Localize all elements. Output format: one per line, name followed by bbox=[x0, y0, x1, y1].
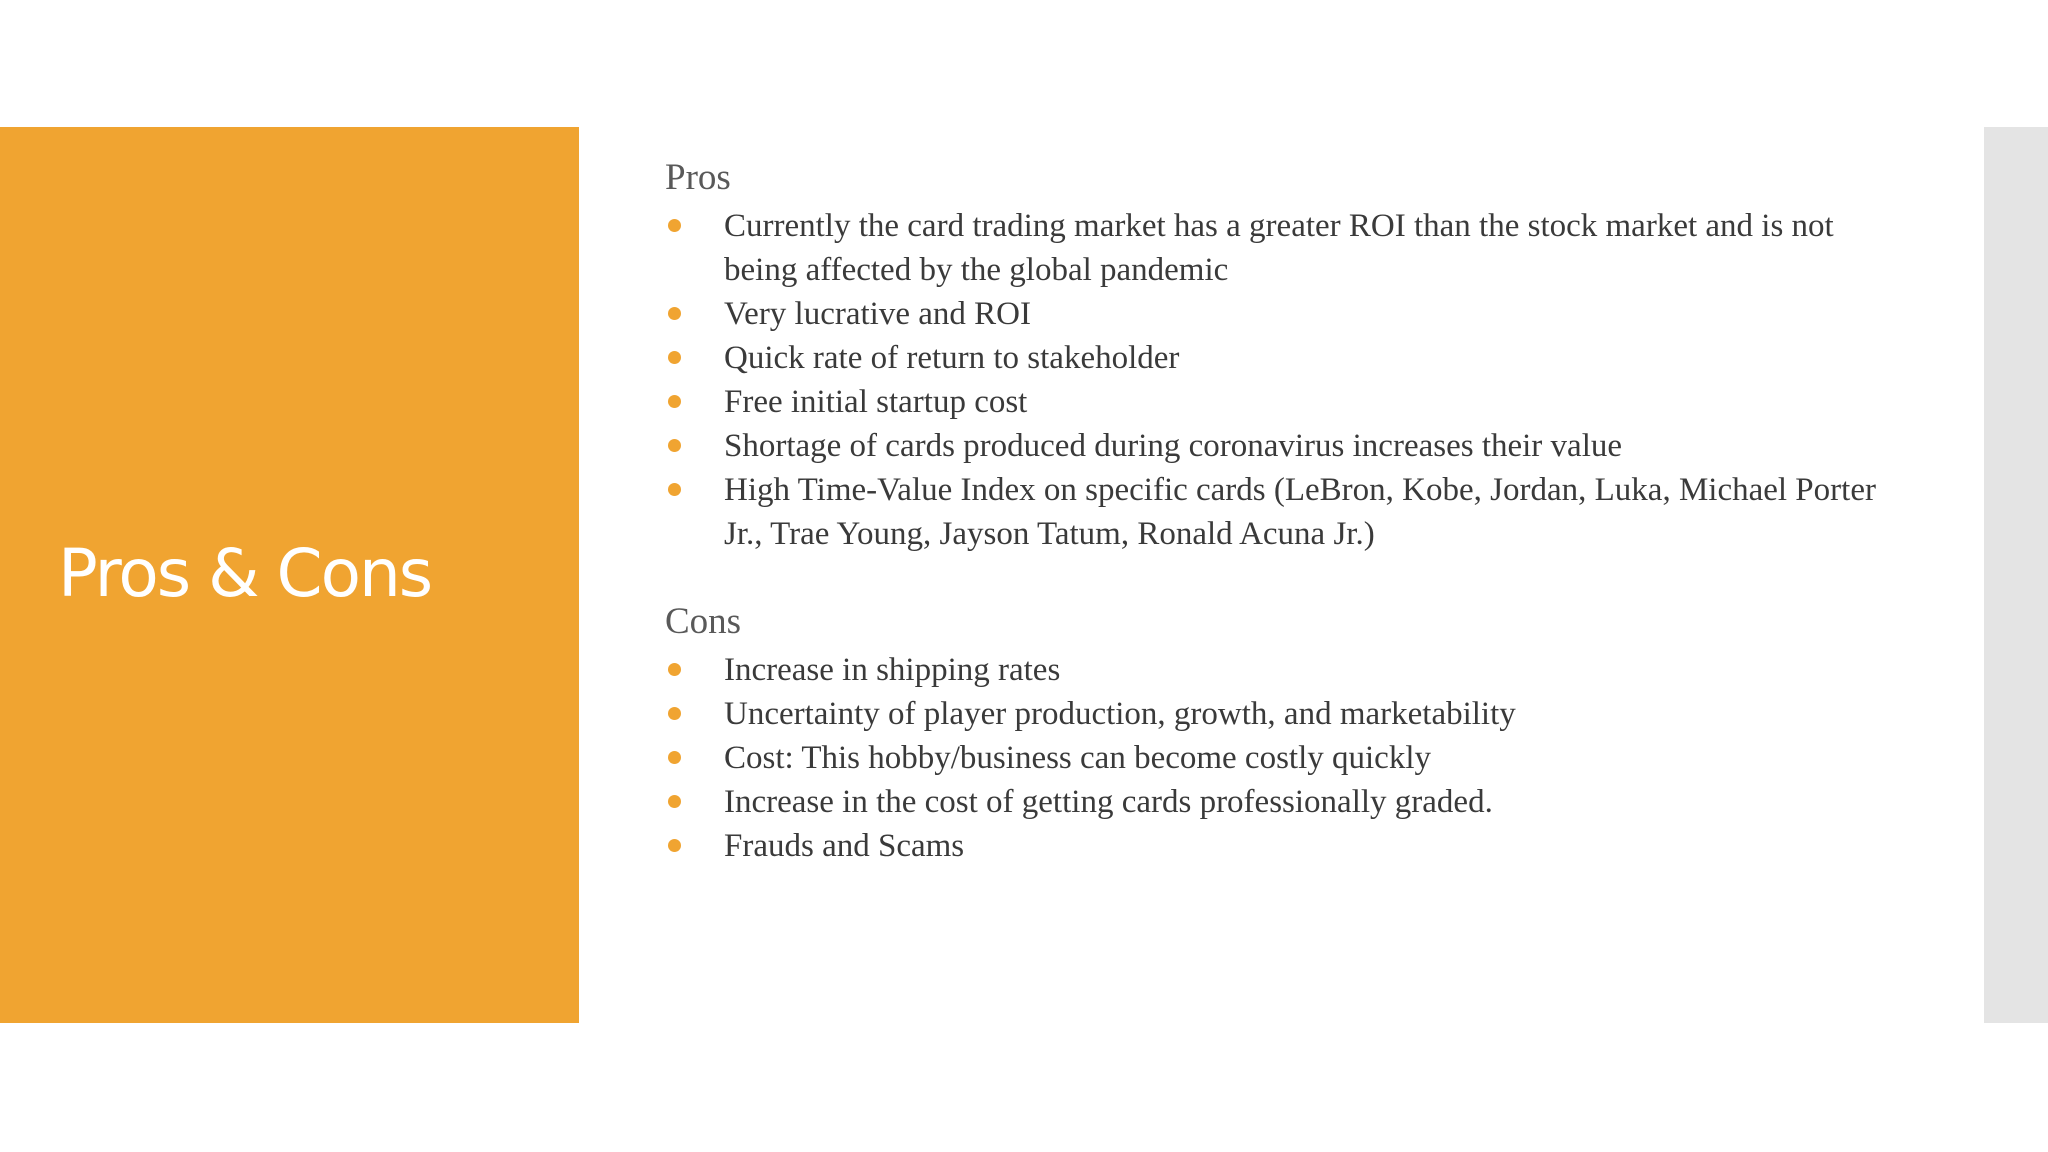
bullet-icon bbox=[668, 795, 681, 808]
cons-item bbox=[665, 824, 1905, 868]
bullet-icon bbox=[668, 751, 681, 764]
bullet-icon bbox=[668, 707, 681, 720]
pros-item-text: Shortage of cards produced during coronavirus increases their value bbox=[724, 428, 1623, 464]
pros-item-text: Free initial startup cost bbox=[724, 384, 1028, 420]
slide-title: Pros & Cons bbox=[58, 535, 432, 612]
cons-item-text: Increase in the cost of getting cards professionally graded. bbox=[724, 784, 1493, 820]
cons-item bbox=[665, 692, 1905, 736]
pros-item-text: Currently the card trading market has a greater ROI than the stock market and is not being affected by the global pandemic bbox=[724, 208, 1834, 288]
pros-item bbox=[665, 380, 1905, 424]
cons-item bbox=[665, 780, 1905, 824]
bullet-icon bbox=[668, 839, 681, 852]
cons-list bbox=[665, 648, 1905, 868]
bullet-icon bbox=[668, 439, 681, 452]
bullet-icon bbox=[668, 483, 681, 496]
cons-item-text: Frauds and Scams bbox=[724, 828, 965, 864]
bullet-icon bbox=[668, 307, 681, 320]
pros-item bbox=[665, 204, 1905, 292]
pros-item-text: High Time-Value Index on specific cards (LeBron, Kobe, Jordan, Luka, Michael Porter Jr., Trae Young, Jayson Tatum, Ronald Acuna Jr.) bbox=[724, 472, 1876, 552]
cons-item bbox=[665, 736, 1905, 780]
pros-item bbox=[665, 424, 1905, 468]
cons-item-text: Uncertainty of player production, growth, and marketability bbox=[724, 696, 1516, 732]
side-bar bbox=[1984, 127, 2048, 1023]
cons-heading: Cons bbox=[665, 601, 742, 642]
cons-item-text: Cost: This hobby/business can become costly quickly bbox=[724, 740, 1431, 776]
bullet-icon bbox=[668, 663, 681, 676]
pros-item bbox=[665, 336, 1905, 380]
pros-item bbox=[665, 468, 1905, 556]
bullet-icon bbox=[668, 351, 681, 364]
bullet-icon bbox=[668, 395, 681, 408]
content-area bbox=[665, 152, 1905, 868]
pros-item-text: Quick rate of return to stakeholder bbox=[724, 340, 1180, 376]
pros-item-text: Very lucrative and ROI bbox=[724, 296, 1031, 332]
cons-item bbox=[665, 648, 1905, 692]
pros-item bbox=[665, 292, 1905, 336]
bullet-icon bbox=[668, 219, 681, 232]
pros-heading: Pros bbox=[665, 157, 731, 198]
cons-item-text: Increase in shipping rates bbox=[724, 652, 1061, 688]
pros-list bbox=[665, 204, 1905, 556]
